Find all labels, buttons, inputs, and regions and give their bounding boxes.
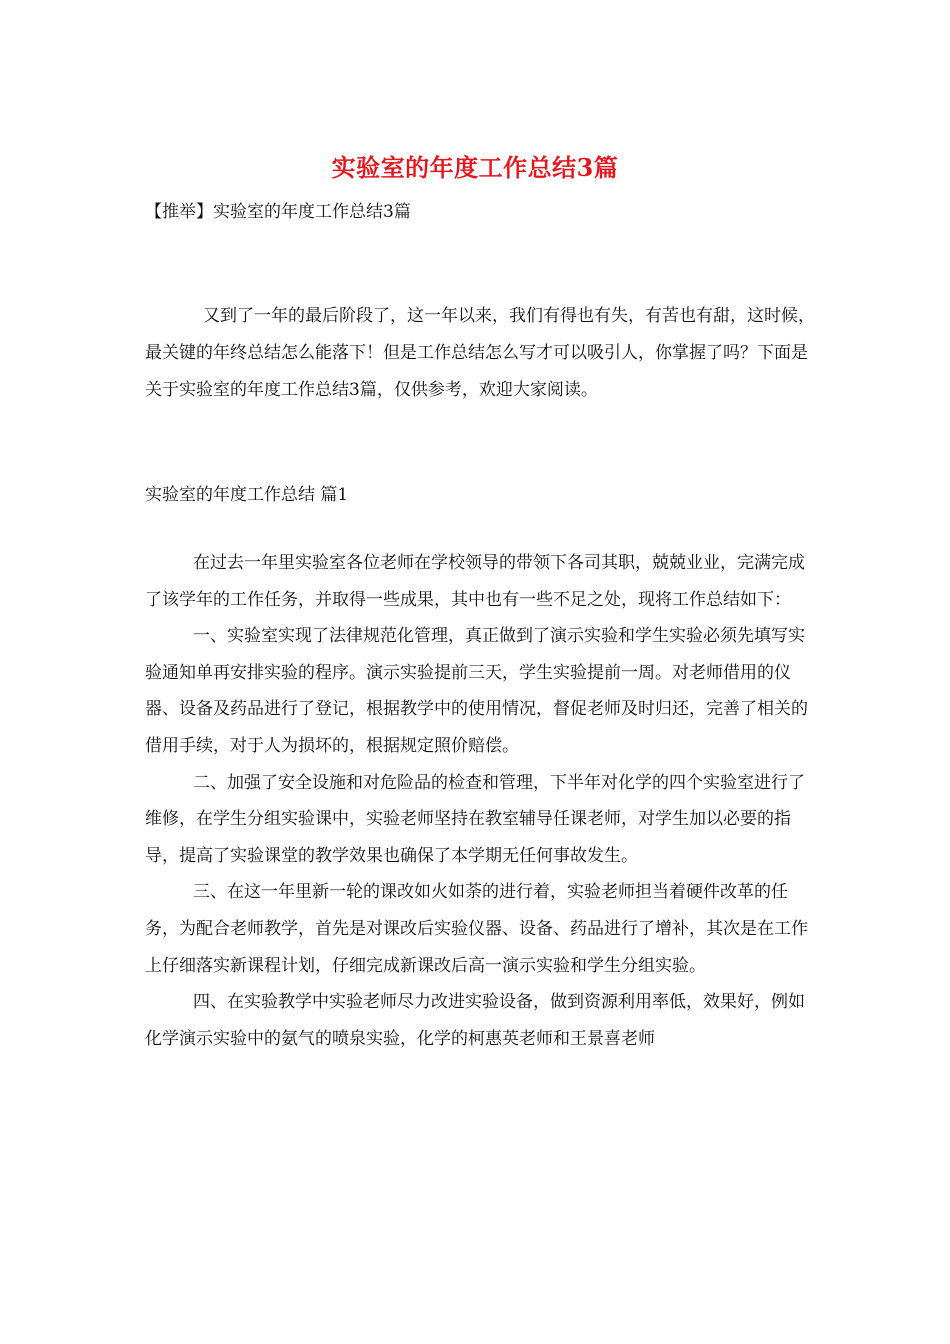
body-text bbox=[145, 545, 810, 1057]
document-title: 实验室的年度工作总结3篇 bbox=[331, 153, 619, 182]
body-paragraph: 三、在这一年里新一轮的课改如火如荼的进行着，实验老师担当着硬件改革的任务，为配合老师教学，首先是对课改后实验仪器、设备、药品进行了增补，其次是在工作上仔细落实新课程计划，仔细完成新课改后高一演示实验和学生分组实验。 bbox=[145, 882, 808, 976]
section-heading: 实验室的年度工作总结 篇1 bbox=[145, 485, 349, 505]
body-paragraph: 四、在实验教学中实验老师尽力改进实验设备，做到资源利用率低，效果好，例如化学演示实验中的氨气的喷泉实验，化学的柯惠英老师和王景喜老师 bbox=[145, 992, 805, 1049]
body-paragraph: 二、加强了安全设施和对危险品的检查和管理，下半年对化学的四个实验室进行了维修，在学生分组实验课中，实验老师坚持在教室辅导任课老师，对学生加以必要的指导，提高了实验课堂的教学效果也确保了本学期无任何事故发生。 bbox=[145, 772, 805, 866]
document-subtitle: 【推举】实验室的年度工作总结3篇 bbox=[145, 202, 411, 222]
body-paragraph: 在过去一年里实验室各位老师在学校领导的带领下各司其职，兢兢业业，完满完成了该学年的工作任务，并取得一些成果，其中也有一些不足之处，现将工作总结如下： bbox=[145, 553, 805, 610]
body-paragraph: 一、实验室实现了法律规范化管理，真正做到了演示实验和学生实验必须先填写实验通知单再安排实验的程序。演示实验提前三天，学生实验提前一周。对老师借用的仪器、设备及药品进行了登记，根据教学中的使用情况，督促老师及时归还，完善了相关的借用手续，对于人为损坏的，根据规定照价赔偿。 bbox=[145, 626, 808, 756]
intro-paragraph: 又到了一年的最后阶段了，这一年以来，我们有得也有失，有苦也有甜，这时候，最关键的年终总结怎么能落下！但是工作总结怎么写才可以吸引人，你掌握了吗？下面是关于实验室的年度工作总结3篇，仅供参考，欢迎大家阅读。 bbox=[145, 306, 815, 400]
